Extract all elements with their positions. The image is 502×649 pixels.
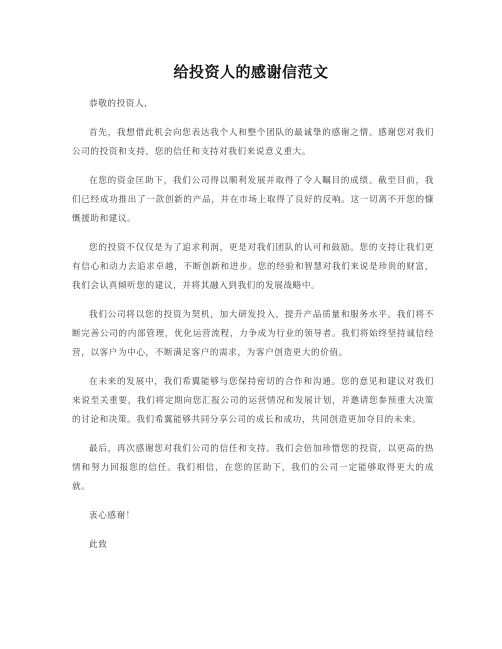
paragraph-achievements: 在您的资金匡助下，我们公司得以顺利发展并取得了令人瞩目的成绩。截至目前，我们已经成功推出了一款创新的产品，并在市场上取得了良好的反响。这一切离不开您的慷慨援助和建议。 bbox=[72, 176, 434, 224]
paragraph-gratitude: 首先，我想借此机会向您表达我个人和整个团队的最诚挚的感谢之情。感谢您对我们公司的投资和支持，您的信任和支持对我们来说意义重大。 bbox=[72, 128, 434, 157]
closing-thanks: 衷心感谢！ bbox=[89, 511, 135, 521]
document-title: 给投资人的感谢信范文 bbox=[173, 63, 329, 81]
paragraph-plans: 我们公司将以您的投资为契机，加大研发投入，提升产品质量和服务水平。我们将不断完善公司的内部管理，优化运营流程，力争成为行业的领导者。我们将始终坚持诚信经营，以客户为中心，不断满足客户的需求，为客户创造更大的价值。 bbox=[72, 310, 434, 358]
closing-regards: 此致 bbox=[89, 540, 108, 550]
paragraph-closing: 最后，再次感谢您对我们公司的信任和支持。我们会倍加珍惜您的投资，以更高的热情和努力回报您的信任。我们相信，在您的匡助下，我们的公司一定能够取得更大的成就。 bbox=[72, 444, 434, 492]
letter-body bbox=[72, 95, 434, 565]
salutation: 恭敬的投资人， bbox=[89, 99, 154, 109]
paragraph-recognition: 您的投资不仅仅是为了追求利润，更是对我们团队的认可和鼓励。您的支持让我们更有信心和动力去追求卓越，不断创新和进步。您的经验和智慧对我们来说是珍贵的财富，我们会认真倾听您的建议，并将其融入到我们的发展战略中。 bbox=[72, 243, 434, 291]
paragraph-future: 在未来的发展中，我们希翼能够与您保持密切的合作和沟通。您的意见和建议对我们来说至关重要，我们将定期向您汇报公司的运营情况和发展计划，并邀请您参预重大决策的讨论和决策。我们希翼能够共同分享公司的成长和成功，共同创造更加夺目的未来。 bbox=[72, 377, 434, 425]
